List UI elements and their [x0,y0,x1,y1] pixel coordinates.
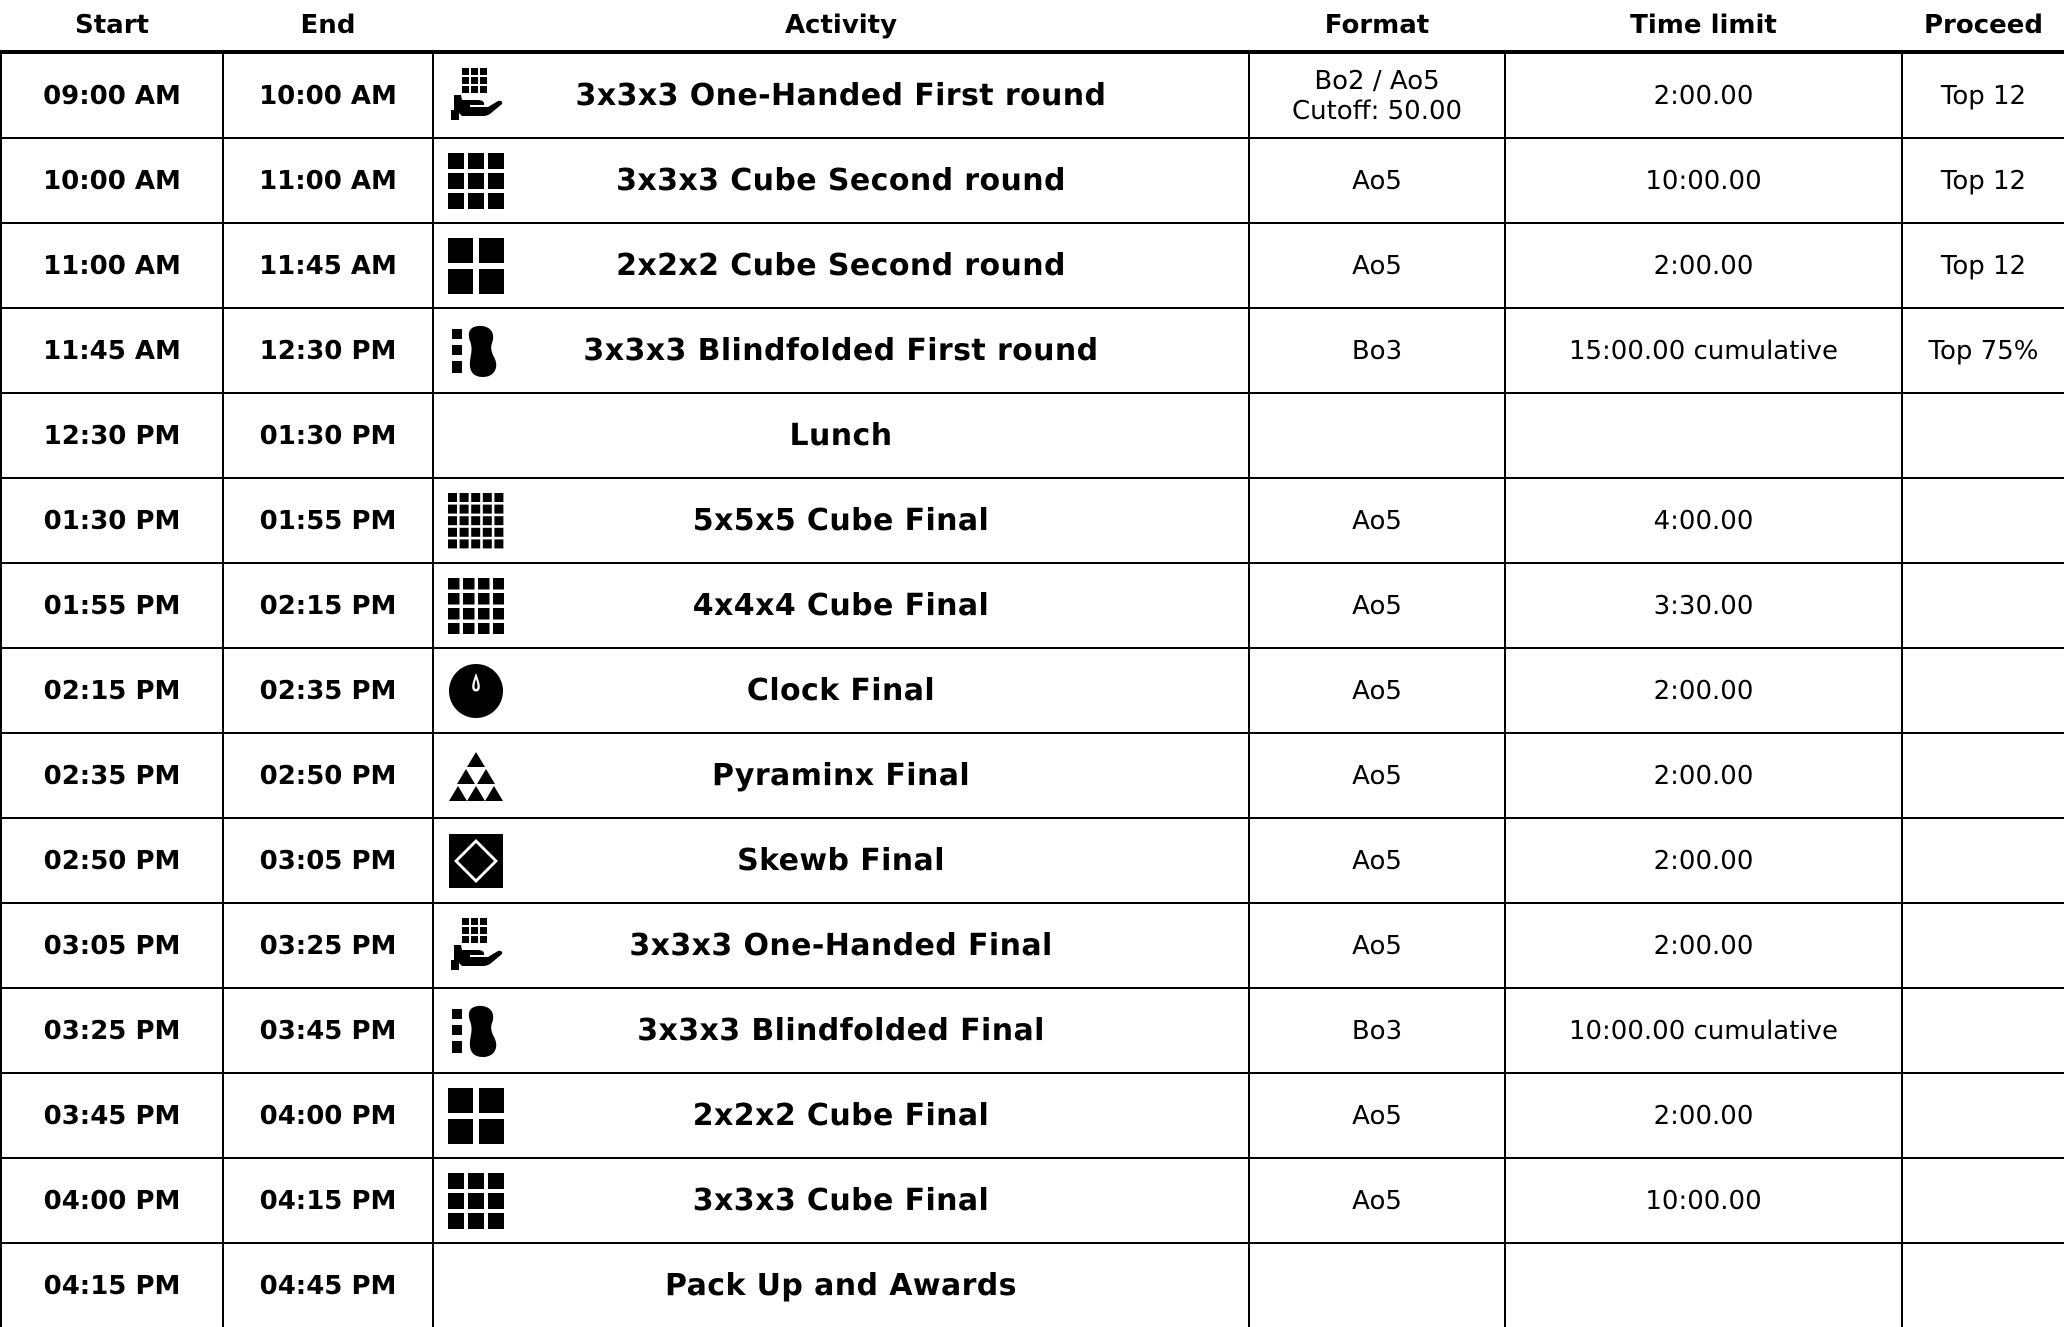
proceed: Top 12 [1902,52,2064,138]
end-time: 02:50 PM [223,733,433,818]
table-row [1,1243,2064,1327]
proceed [1902,563,2064,648]
activity-name: 3x3x3 Blindfolded First round [583,333,1099,368]
activity-cell [433,818,1249,903]
proceed [1902,393,2064,478]
format-cell [1249,1073,1505,1158]
end-time: 10:00 AM [223,52,433,138]
333bf-icon [448,323,504,379]
time-limit: 2:00.00 [1505,818,1902,903]
time-limit: 2:00.00 [1505,733,1902,818]
table-row [1,1158,2064,1243]
format-value: Ao5 [1352,505,1402,536]
table-row [1,52,2064,138]
time-limit: 15:00.00 cumulative [1505,308,1902,393]
end-time: 01:30 PM [223,393,433,478]
time-limit: 2:00.00 [1505,648,1902,733]
end-time: 02:35 PM [223,648,433,733]
activity-cell [433,563,1249,648]
pyraminx-icon [448,748,504,804]
time-limit: 3:30.00 [1505,563,1902,648]
start-time: 09:00 AM [1,52,223,138]
proceed [1902,1073,2064,1158]
format-value: Bo3 [1351,335,1403,366]
proceed [1902,818,2064,903]
end-time: 12:30 PM [223,308,433,393]
column-header-format: Format [1249,0,1505,52]
activity-cell [433,988,1249,1073]
start-time: 11:00 AM [1,223,223,308]
table-row [1,308,2064,393]
proceed: Top 12 [1902,223,2064,308]
activity-cell [433,308,1249,393]
format-cell [1249,1158,1505,1243]
activity-name: 3x3x3 One-Handed First round [575,78,1107,113]
222-icon [448,238,504,294]
table-row [1,1073,2064,1158]
444-icon [448,578,504,634]
cutoff-value: Cutoff: 50.00 [1291,95,1463,126]
format-value: Ao5 [1352,845,1402,876]
activity-name: 3x3x3 Cube Final [692,1183,990,1218]
activity-name: 4x4x4 Cube Final [692,588,990,623]
format-cell [1249,648,1505,733]
activity-cell [433,733,1249,818]
table-row [1,903,2064,988]
222-icon [448,1088,504,1144]
end-time: 11:45 AM [223,223,433,308]
activity-cell [433,138,1249,223]
end-time: 02:15 PM [223,563,433,648]
end-time: 04:00 PM [223,1073,433,1158]
format-cell [1249,393,1505,478]
time-limit [1505,1243,1902,1327]
format-cell [1249,478,1505,563]
format-value: Ao5 [1352,250,1402,281]
start-time: 04:00 PM [1,1158,223,1243]
activity-name: 2x2x2 Cube Final [692,1098,990,1133]
format-value: Ao5 [1352,760,1402,791]
time-limit: 10:00.00 [1505,138,1902,223]
start-time: 02:15 PM [1,648,223,733]
end-time: 03:25 PM [223,903,433,988]
activity-cell [433,1243,1249,1327]
skewb-icon [448,833,504,889]
time-limit: 10:00.00 cumulative [1505,988,1902,1073]
time-limit [1505,393,1902,478]
activity-cell [433,1073,1249,1158]
format-value: Bo2 / Ao5 [1314,65,1440,96]
table-row [1,733,2064,818]
table-row [1,393,2064,478]
format-cell [1249,818,1505,903]
start-time: 01:30 PM [1,478,223,563]
activity-name: 3x3x3 Blindfolded Final [637,1013,1045,1048]
activity-cell [433,223,1249,308]
time-limit: 4:00.00 [1505,478,1902,563]
start-time: 02:35 PM [1,733,223,818]
proceed: Top 12 [1902,138,2064,223]
table-row [1,223,2064,308]
start-time: 10:00 AM [1,138,223,223]
end-time: 03:45 PM [223,988,433,1073]
format-cell [1249,988,1505,1073]
format-cell [1249,733,1505,818]
activity-name: Clock Final [746,673,936,708]
proceed [1902,1158,2064,1243]
333-icon [448,153,504,209]
activity-cell [433,52,1249,138]
activity-name: 3x3x3 One-Handed Final [629,928,1053,963]
activity-name: 5x5x5 Cube Final [692,503,990,538]
format-cell [1249,903,1505,988]
format-cell [1249,223,1505,308]
end-time: 11:00 AM [223,138,433,223]
333oh-icon [448,68,504,124]
time-limit: 2:00.00 [1505,903,1902,988]
333-icon [448,1173,504,1229]
format-value: Ao5 [1352,930,1402,961]
start-time: 03:45 PM [1,1073,223,1158]
proceed [1902,988,2064,1073]
column-header-end: End [223,0,433,52]
proceed [1902,733,2064,818]
table-row [1,648,2064,733]
proceed [1902,648,2064,733]
activity-name: Pack Up and Awards [665,1268,1017,1303]
activity-cell [433,478,1249,563]
555-icon [448,493,504,549]
activity-name: Lunch [789,418,893,453]
proceed: Top 75% [1902,308,2064,393]
table-row [1,563,2064,648]
activity-cell [433,393,1249,478]
start-time: 03:25 PM [1,988,223,1073]
time-limit: 10:00.00 [1505,1158,1902,1243]
table-row [1,138,2064,223]
format-value: Bo3 [1351,1015,1403,1046]
activity-cell [433,1158,1249,1243]
end-time: 04:45 PM [223,1243,433,1327]
column-header-activity: Activity [433,0,1249,52]
start-time: 04:15 PM [1,1243,223,1327]
column-header-time-limit: Time limit [1505,0,1902,52]
format-cell [1249,563,1505,648]
format-value: Ao5 [1352,590,1402,621]
end-time: 03:05 PM [223,818,433,903]
time-limit: 2:00.00 [1505,52,1902,138]
format-cell [1249,52,1505,138]
table-row [1,818,2064,903]
table-row [1,478,2064,563]
proceed [1902,1243,2064,1327]
activity-name: 3x3x3 Cube Second round [616,163,1066,198]
clock-icon [448,663,504,719]
333bf-icon [448,1003,504,1059]
activity-name: Pyraminx Final [711,758,971,793]
activity-cell [433,903,1249,988]
format-value: Ao5 [1352,1100,1402,1131]
proceed [1902,903,2064,988]
start-time: 01:55 PM [1,563,223,648]
column-header-proceed: Proceed [1902,0,2064,52]
time-limit: 2:00.00 [1505,223,1902,308]
time-limit: 2:00.00 [1505,1073,1902,1158]
format-value: Ao5 [1352,675,1402,706]
start-time: 12:30 PM [1,393,223,478]
activity-cell [433,648,1249,733]
end-time: 04:15 PM [223,1158,433,1243]
start-time: 03:05 PM [1,903,223,988]
proceed [1902,478,2064,563]
activity-name: 2x2x2 Cube Second round [616,248,1066,283]
start-time: 02:50 PM [1,818,223,903]
start-time: 11:45 AM [1,308,223,393]
activity-name: Skewb Final [737,843,945,878]
format-cell [1249,138,1505,223]
table-row [1,988,2064,1073]
header-row [1,0,2064,52]
format-cell [1249,308,1505,393]
format-value: Ao5 [1352,1185,1402,1216]
end-time: 01:55 PM [223,478,433,563]
column-header-start: Start [1,0,223,52]
333oh-icon [448,918,504,974]
format-cell [1249,1243,1505,1327]
format-value: Ao5 [1352,165,1402,196]
